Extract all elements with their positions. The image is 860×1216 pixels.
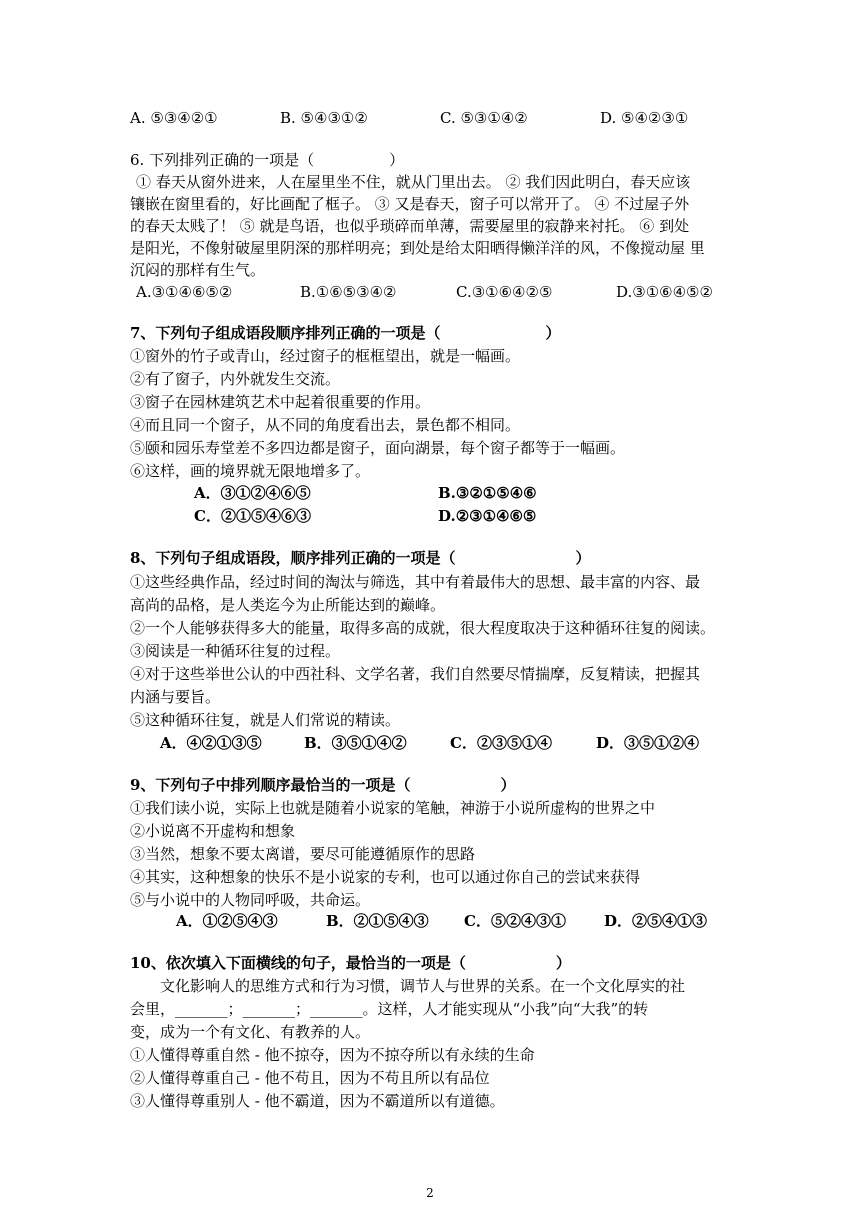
q7-sentence: ③窗子在园林建筑艺术中起着很重要的作用。 bbox=[130, 393, 431, 411]
q7-option-a: A．③①②④⑥⑤ bbox=[194, 484, 311, 502]
q10-passage-line: 会里，_______；_______；_______。这样，人才能实现从“小我”向“大我”的转 bbox=[130, 1000, 649, 1018]
q8-option-c: C．②③⑤①④ bbox=[450, 734, 552, 752]
q9-sentence: ⑤与小说中的人物同呼吸，共命运。 bbox=[130, 891, 371, 909]
q8-sentence: ⑤这种循环往复，就是人们常说的精读。 bbox=[130, 711, 401, 729]
q6-body-line: 沉闷的那样有生气。 bbox=[130, 261, 266, 279]
q9-option-b: B．②①⑤④③ bbox=[326, 912, 429, 930]
q10-passage-line: 文化影响人的思维方式和行为习惯，调节人与世界的关系。在一个文化厚实的社 bbox=[130, 977, 686, 995]
q7-sentence: ②有了窗子，内外就发生交流。 bbox=[130, 370, 341, 388]
q9-sentence: ③当然，想象不要太离谱，要尽可能遵循原作的思路 bbox=[130, 845, 476, 863]
q10-title: 10、依次填入下面横线的句子，最恰当的一项是（ ） bbox=[130, 954, 571, 972]
q9-sentence: ②小说离不开虚构和想象 bbox=[130, 822, 296, 840]
q7-sentence: ①窗外的竹子或青山，经过窗子的框框望出，就是一幅画。 bbox=[130, 347, 521, 365]
q8-option-b: B．③⑤①④② bbox=[304, 734, 407, 752]
q5-option-b: B. ⑤④③①② bbox=[280, 109, 368, 127]
q6-body-line: 镶嵌在窗里看的，好比画配了框子。 ③ 又是春天，窗子可以常开了。 ④ 不过屋子外 bbox=[130, 195, 690, 213]
q6-body-line: ① 春天从窗外进来，人在屋里坐不住，就从门里出去。 ② 我们因此明白，春天应该 bbox=[136, 173, 691, 191]
q7-option-b: B.③②①⑤④⑥ bbox=[438, 484, 537, 502]
q8-sentence: 内涵与要旨。 bbox=[130, 688, 221, 706]
q6-option-d: D.③①⑥④⑤② bbox=[616, 283, 713, 301]
q8-option-a: A．④②①③⑤ bbox=[160, 734, 262, 752]
q9-sentence: ①我们读小说，实际上也就是随着小说家的笔触，神游于小说所虚构的世界之中 bbox=[130, 799, 656, 817]
q7-title: 7、下列句子组成语段顺序排列正确的一项是（ ） bbox=[130, 324, 561, 342]
q10-passage-line: 变，成为一个有文化、有教养的人。 bbox=[130, 1023, 371, 1041]
q9-option-c: C．⑤②④③① bbox=[464, 912, 566, 930]
page-number: 2 bbox=[426, 1186, 434, 1200]
q6-option-c: C.③①⑥④②⑤ bbox=[456, 283, 553, 301]
q9-option-a: A．①②⑤④③ bbox=[176, 912, 278, 930]
q8-option-d: D．③⑤①②④ bbox=[596, 734, 700, 752]
q5-option-a: A. ⑤③④②① bbox=[130, 109, 218, 127]
q7-option-d: D.②③①④⑥⑤ bbox=[438, 507, 537, 525]
q9-option-d: D．②⑤④①③ bbox=[604, 912, 708, 930]
q5-option-d: D. ⑤④②③① bbox=[600, 109, 689, 127]
q6-option-b: B.①⑥⑤③④② bbox=[300, 283, 397, 301]
q7-sentence: ⑤颐和园乐寿堂差不多四边都是窗子，面向湖景，每个窗子都等于一幅画。 bbox=[130, 439, 626, 457]
q10-sentence: ②人懂得尊重自己 - 他不苟且，因为不苟且所以有品位 bbox=[130, 1069, 490, 1087]
q8-sentence: ②一个人能够获得多大的能量，取得多高的成就，很大程度取决于这种循环往复的阅读。 bbox=[130, 619, 716, 637]
q8-sentence: ①这些经典作品，经过时间的淘汰与筛选，其中有着最伟大的思想、最丰富的内容、最 bbox=[130, 573, 701, 591]
q10-sentence: ①人懂得尊重自然 - 他不掠夺，因为不掠夺所以有永续的生命 bbox=[130, 1046, 535, 1064]
q7-sentence: ⑥这样，画的境界就无限地增多了。 bbox=[130, 462, 371, 480]
q7-sentence: ④而且同一个窗子，从不同的角度看出去，景色都不相同。 bbox=[130, 416, 521, 434]
q8-sentence: ③阅读是一种循环往复的过程。 bbox=[130, 642, 341, 660]
q8-sentence: 高尚的品格，是人类迄今为止所能达到的巅峰。 bbox=[130, 596, 446, 614]
q6-body-line: 是阳光，不像射破屋里阴深的那样明亮；到处是给太阳晒得懒洋洋的风，不像搅动屋 里 bbox=[130, 239, 705, 257]
q7-option-c: C．②①⑤④⑥③ bbox=[194, 507, 311, 525]
q9-sentence: ④其实，这种想象的快乐不是小说家的专利，也可以通过你自己的尝试来获得 bbox=[130, 868, 641, 886]
q10-sentence: ③人懂得尊重别人 - 他不霸道，因为不霸道所以有道德。 bbox=[130, 1092, 505, 1110]
q6-title: 6. 下列排列正确的一项是（ ） bbox=[130, 151, 405, 169]
q8-title: 8、下列句子组成语段，顺序排列正确的一项是（ ） bbox=[130, 549, 591, 567]
q5-option-c: C. ⑤③①④② bbox=[440, 109, 528, 127]
q9-title: 9、下列句子中排列顺序最恰当的一项是（ ） bbox=[130, 776, 516, 794]
q6-option-a: A.③①④⑥⑤② bbox=[136, 283, 233, 301]
q6-body-line: 的春天太贱了！ ⑤ 就是鸟语，也似乎琐碎而单薄，需要屋里的寂静来衬托。 ⑥ 到处 bbox=[130, 217, 690, 235]
q8-sentence: ④对于这些举世公认的中西社科、文学名著，我们自然要尽情揣摩，反复精读，把握其 bbox=[130, 665, 701, 683]
